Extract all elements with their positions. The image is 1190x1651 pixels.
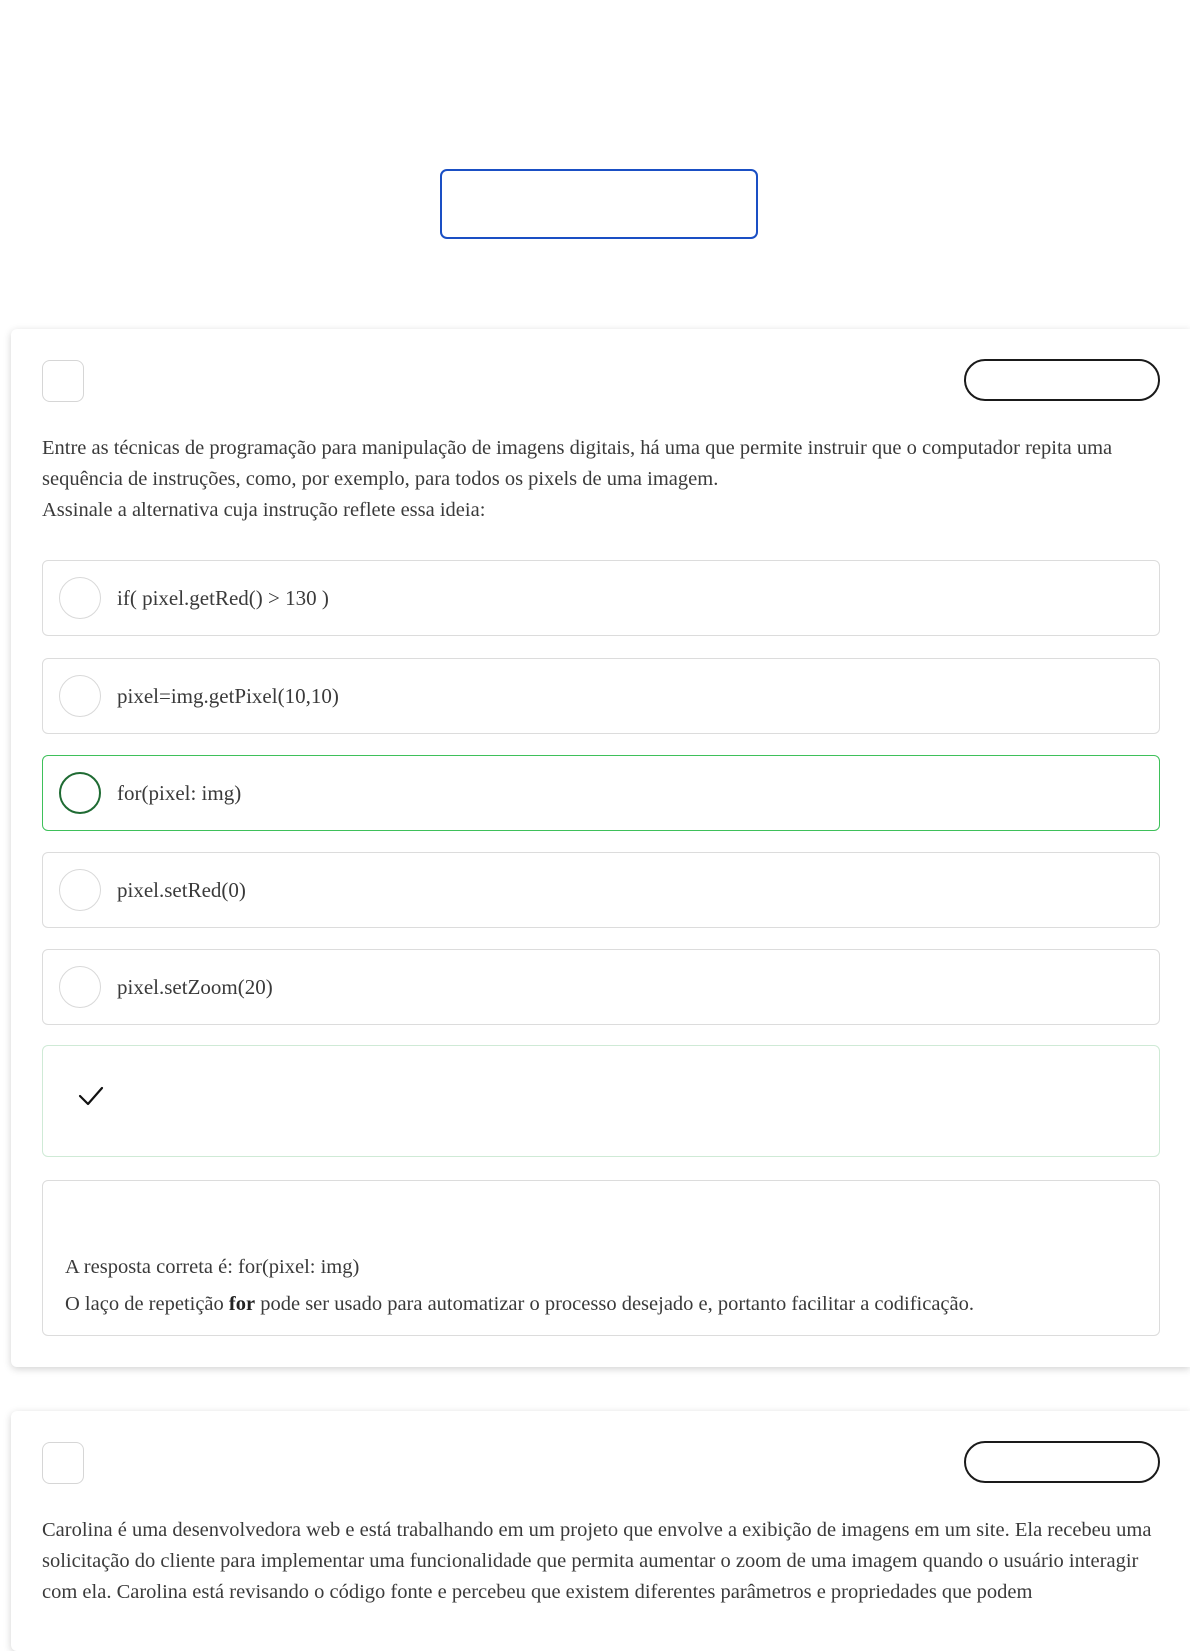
- radio-button[interactable]: [59, 869, 101, 911]
- explanation-keyword: for: [228, 1293, 256, 1315]
- question-status-pill[interactable]: [964, 359, 1160, 401]
- question-status-pill[interactable]: [964, 1441, 1160, 1483]
- radio-button[interactable]: [59, 577, 101, 619]
- question-statement: [42, 433, 1172, 526]
- option-c[interactable]: [42, 755, 1160, 831]
- explanation-text-before: O laço de repetição: [65, 1293, 229, 1315]
- question-card-1: [11, 329, 1190, 1367]
- radio-button-selected[interactable]: [59, 772, 101, 814]
- explanation-text: [65, 1289, 974, 1319]
- question-instruction: Assinale a alternativa cuja instrução reflete essa ideia:: [42, 499, 486, 521]
- question-card-2: [11, 1411, 1190, 1651]
- explanation-box: [42, 1180, 1160, 1336]
- option-a[interactable]: [42, 560, 1160, 636]
- option-label: pixel=img.getPixel(10,10): [117, 684, 339, 708]
- top-button[interactable]: [440, 169, 758, 239]
- correct-answer-text: A resposta correta é: for(pixel: img): [65, 1256, 360, 1278]
- radio-button[interactable]: [59, 675, 101, 717]
- option-label: if( pixel.getRed() > 130 ): [117, 586, 329, 610]
- option-label: pixel.setRed(0): [117, 878, 246, 902]
- feedback-box: [42, 1045, 1160, 1157]
- question-paragraph: Entre as técnicas de programação para manipulação de imagens digitais, há uma que permite instruir que o computador repita uma sequência de instruções, como, por exemplo, para todos os pixels de uma imagem.: [42, 437, 1113, 490]
- question-flag-checkbox[interactable]: [42, 360, 84, 402]
- option-d[interactable]: [42, 852, 1160, 928]
- option-e[interactable]: [42, 949, 1160, 1025]
- option-label: for(pixel: img): [117, 781, 242, 805]
- option-label: pixel.setZoom(20): [117, 975, 273, 999]
- question-statement: [42, 1515, 1172, 1608]
- option-b[interactable]: [42, 658, 1160, 734]
- radio-button[interactable]: [59, 966, 101, 1008]
- explanation-text-after: pode ser usado para automatizar o processo desejado e, portanto facilitar a codificação.: [255, 1293, 975, 1315]
- question-flag-checkbox[interactable]: [42, 1442, 84, 1484]
- question-paragraph: Carolina é uma desenvolvedora web e está trabalhando em um projeto que envolve a exibição de imagens em um site. Ela recebeu uma solicitação do cliente para implementar uma funcionalidade que permita aumentar o zoom de uma imagem quando o usuário interagir com ela. Carolina está revisando o código fonte e percebeu que existem diferentes parâmetros e propriedades que podem: [42, 1519, 1152, 1603]
- check-icon: [77, 1084, 105, 1108]
